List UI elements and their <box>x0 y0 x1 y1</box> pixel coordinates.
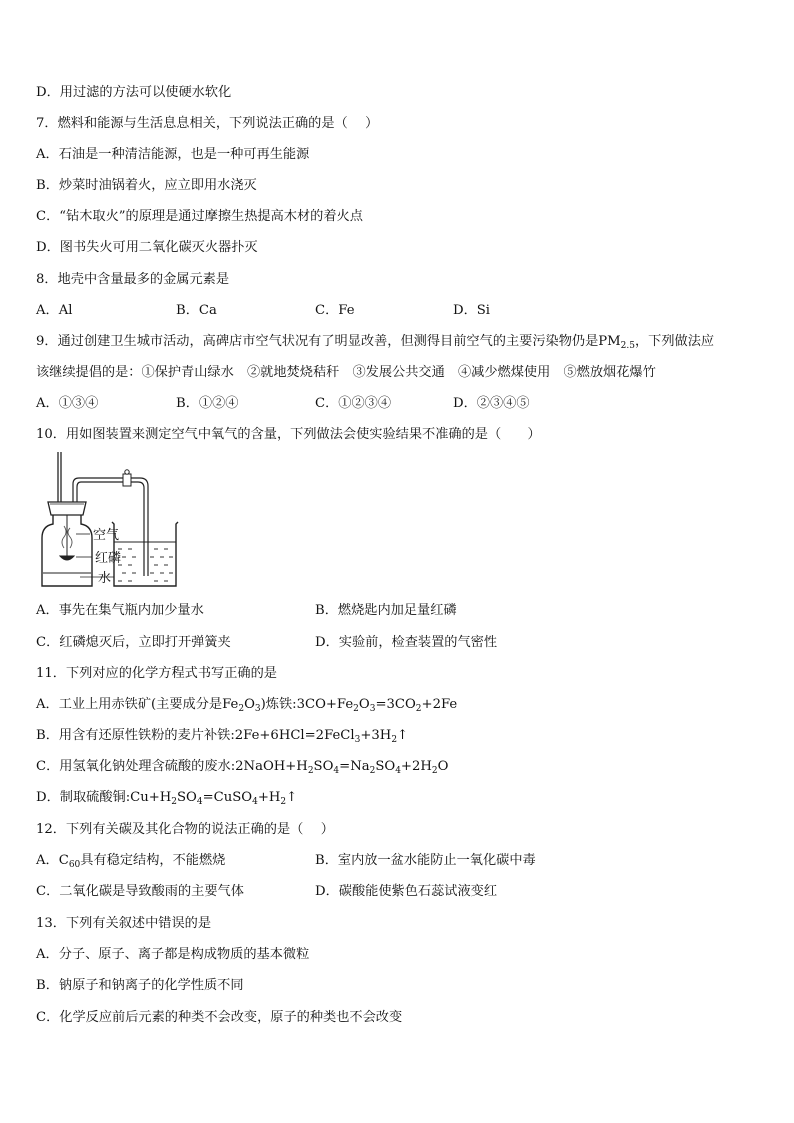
q10-option-c: C．红磷熄灭后，立即打开弹簧夹 <box>36 635 231 650</box>
q9-stem-line2: 该继续提倡的是：①保护青山绿水 ②就地焚烧秸秆 ③发展公共交通 ④减少燃煤使用 ⑤燃放烟花爆竹 <box>36 365 656 380</box>
q7-option-a: A．石油是一种清洁能源，也是一种可再生能源 <box>36 147 310 162</box>
q8-option-d: D．Si <box>453 303 491 318</box>
oxygen-measurement-apparatus-diagram <box>36 452 196 594</box>
q12-option-c: C．二氧化碳是导致酸雨的主要气体 <box>36 884 244 899</box>
q9-stem: 9．通过创建卫生城市活动，高碑店市空气状况有了明显改善，但测得目前空气的主要污染物仍是$PM_{2.5}$，下列做法应 <box>36 334 715 351</box>
q7-option-d: D．图书失火可用二氧化碳灭火器扑灭 <box>36 240 258 255</box>
q8-option-c: C．Fe <box>315 303 355 318</box>
q13-option-b: B．钠原子和钠离子的化学性质不同 <box>36 978 244 993</box>
q12-option-b: B．室内放一盆水能防止一氧化碳中毒 <box>315 853 536 868</box>
q12-stem: 12．下列有关碳及其化合物的说法正确的是（ ） <box>36 822 334 837</box>
q7-option-c: C．“钻木取火”的原理是通过摩擦生热提高木材的着火点 <box>36 209 363 224</box>
q9-option-a: A．①③④ <box>36 396 99 411</box>
q11-option-d: D．制取硫酸铜$:Cu+H_2SO_4=CuSO_4+H_2↑$ <box>36 790 298 807</box>
q13-option-a: A．分子、原子、离子都是构成物质的基本微粒 <box>36 947 310 962</box>
q10-option-d: D．实验前，检查装置的气密性 <box>315 635 498 650</box>
q13-stem: 13．下列有关叙述中错误的是 <box>36 916 212 931</box>
label-red-phosphorus: 红磷 <box>95 551 122 566</box>
q9-option-d: D．②③④⑤ <box>453 396 530 411</box>
q11-option-c: C．用氢氧化钠处理含硫酸的废水$:2NaOH+H_2SO_4=Na_2SO_4+2H_2O$ <box>36 759 449 776</box>
q11-option-b: B．用含有还原性铁粉的麦片补铁$:2Fe+6HCl=2FeCl_3+3H_2↑$ <box>36 728 409 745</box>
q10-option-b: B．燃烧匙内加足量红磷 <box>315 603 457 618</box>
label-air: 空气 <box>93 528 120 543</box>
q12-option-d: D．碳酸能使紫色石蕊试液变红 <box>315 884 498 899</box>
q9-option-c: C．①②③④ <box>315 396 392 411</box>
q9-option-b: B．①②④ <box>176 396 239 411</box>
q7-option-b: B．炒菜时油锅着火，应立即用水浇灭 <box>36 178 257 193</box>
q11-stem: 11．下列对应的化学方程式书写正确的是 <box>36 666 277 681</box>
q10-option-a: A．事先在集气瓶内加少量水 <box>36 603 204 618</box>
q8-option-a: A．Al <box>36 303 73 318</box>
q10-stem: 10．用如图装置来测定空气中氧气的含量，下列做法会使实验结果不准确的是（ ） <box>36 427 541 442</box>
q8-stem: 8．地壳中含量最多的金属元素是 <box>36 272 230 287</box>
q8-option-b: B．Ca <box>176 303 217 318</box>
q6-option-d: D．用过滤的方法可以使硬水软化 <box>36 85 232 100</box>
q7-stem: 7．燃料和能源与生活息息相关，下列说法正确的是（ ） <box>36 116 379 131</box>
q12-option-a: A．$C_{60}$具有稳定结构，不能燃烧 <box>36 853 226 870</box>
q13-option-c: C．化学反应前后元素的种类不会改变，原子的种类也不会改变 <box>36 1010 403 1025</box>
label-water: 水 <box>98 571 112 586</box>
q11-option-a: A．工业上用赤铁矿(主要成分是$Fe_2O_3$)炼铁$:3CO+Fe_2O_3=3CO_2+2Fe$ <box>36 697 458 714</box>
